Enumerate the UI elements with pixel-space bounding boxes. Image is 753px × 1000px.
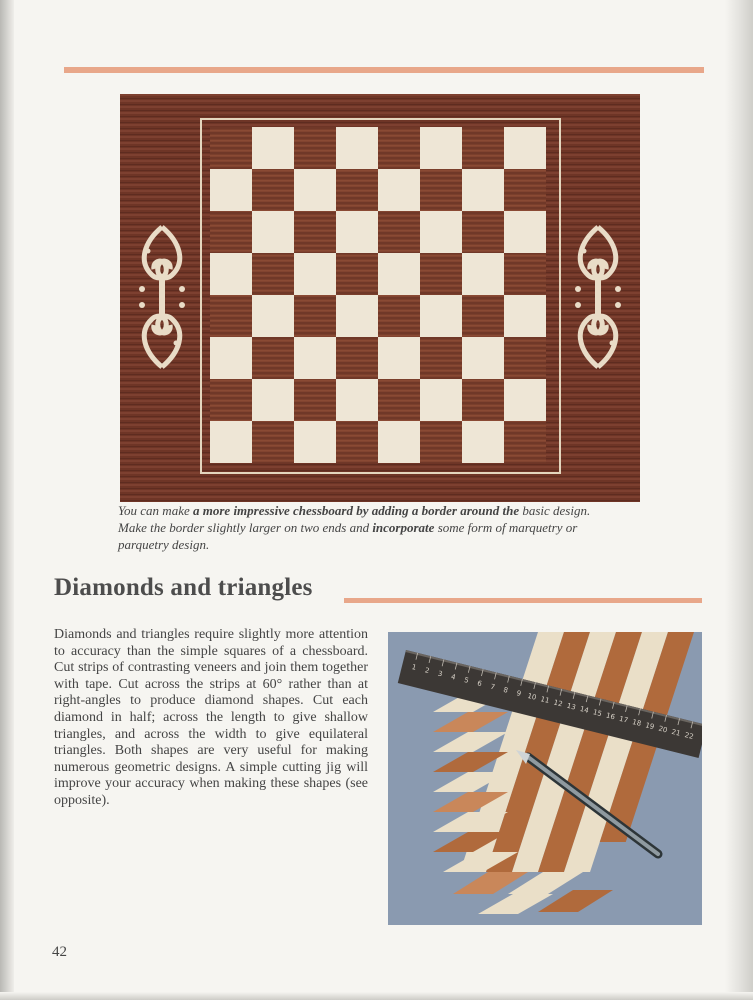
chessboard-square: [420, 337, 462, 379]
ruler-number: 1: [410, 663, 418, 672]
page-bottom-edge: [0, 992, 753, 1000]
ruler-number: 14: [579, 704, 590, 715]
ruler-number: 2: [423, 666, 431, 676]
chessboard-square: [420, 169, 462, 211]
chessboard-square: [294, 421, 336, 463]
chessboard-square: [378, 169, 420, 211]
page-gutter-shadow: [0, 0, 14, 1000]
ruler-number: 6: [476, 679, 483, 689]
caption-part: basic design. Make the border slightly larger on two ends and: [118, 503, 591, 535]
chessboard-square: [462, 211, 504, 253]
chessboard-square: [294, 379, 336, 421]
chessboard-square: [420, 211, 462, 253]
chessboard-square: [336, 421, 378, 463]
chessboard-square: [210, 253, 252, 295]
chessboard-square: [420, 253, 462, 295]
ruler-number: 4: [450, 672, 457, 682]
chessboard-square: [336, 211, 378, 253]
ruler-number: 10: [526, 691, 538, 702]
chessboard-square: [210, 337, 252, 379]
diamonds-photo: [388, 632, 702, 925]
chessboard-square: [462, 421, 504, 463]
chessboard-square: [378, 337, 420, 379]
chessboard-square: [504, 379, 546, 421]
chessboard-square: [504, 169, 546, 211]
chessboard-square: [378, 421, 420, 463]
chessboard-square: [294, 169, 336, 211]
chessboard-square: [378, 379, 420, 421]
chessboard-square: [420, 295, 462, 337]
chessboard-square: [210, 169, 252, 211]
ruler-number: 8: [502, 685, 509, 695]
caption-part-emphasis: a more impressive chessboard by adding a border around the: [193, 503, 520, 518]
ruler-number: 18: [631, 718, 642, 728]
chessboard-square: [252, 127, 294, 169]
chessboard-square: [462, 127, 504, 169]
chessboard-square: [294, 337, 336, 379]
ruler-number: 21: [670, 727, 682, 738]
ruler-number: 22: [683, 731, 695, 742]
heading-rule: [344, 598, 702, 603]
chessboard-square: [252, 295, 294, 337]
chessboard-square: [462, 379, 504, 421]
chessboard-square: [252, 379, 294, 421]
chessboard-square: [210, 127, 252, 169]
top-rule: [64, 67, 704, 73]
chessboard-square: [336, 295, 378, 337]
ruler-number: 5: [463, 676, 470, 685]
section-body-text: Diamonds and triangles require slightly more attention to accuracy than the simple squares of a chessboard. Cut strips of contrasting veneers and join them together with tape. Cut across the strips at 60° rather than at right-angles to produce diamond shapes. Cut each diamond in half; across the length to give shallow triangles, and across the width to give equilateral triangles. Both shapes are very useful for making numerous geometric designs. A simple cutting jig will improve your accuracy when making these shapes (see opposite).: [54, 627, 368, 808]
chessboard-square: [420, 421, 462, 463]
caption-part-emphasis: incorporate: [372, 520, 435, 535]
chessboard-square: [336, 379, 378, 421]
ruler-number: 20: [657, 724, 669, 735]
chessboard-square: [336, 127, 378, 169]
chessboard-square: [252, 169, 294, 211]
section-heading: Diamonds and triangles: [54, 574, 313, 601]
chessboard-square: [252, 337, 294, 379]
chessboard-square: [336, 253, 378, 295]
ruler-number: 17: [618, 714, 629, 725]
chessboard-square: [504, 421, 546, 463]
ruler-number: 15: [592, 708, 603, 719]
chessboard-square: [252, 421, 294, 463]
ruler-number: 13: [565, 701, 577, 712]
page-number: 42: [52, 944, 67, 960]
chessboard-square: [294, 295, 336, 337]
chessboard-square: [462, 169, 504, 211]
chessboard-square: [294, 211, 336, 253]
ruler-number: 12: [552, 698, 564, 709]
chessboard-photo: [120, 94, 640, 502]
chessboard-square: [378, 127, 420, 169]
chessboard-square: [252, 211, 294, 253]
chessboard-square: [210, 421, 252, 463]
chessboard-square: [210, 379, 252, 421]
caption-part: some form of marquetry or parquetry design.: [118, 520, 578, 552]
chessboard-square: [420, 379, 462, 421]
chessboard-square: [252, 253, 294, 295]
chessboard-square: [462, 295, 504, 337]
chessboard-square: [462, 253, 504, 295]
chessboard-square: [504, 211, 546, 253]
chessboard-square: [336, 337, 378, 379]
ruler-number: 9: [515, 689, 522, 699]
chessboard-square: [336, 169, 378, 211]
chessboard-square: [462, 337, 504, 379]
chessboard-square: [378, 211, 420, 253]
ruler-number: 16: [605, 711, 616, 722]
chessboard-squares: [210, 127, 546, 463]
figure-caption: [118, 502, 618, 553]
chessboard-square: [378, 253, 420, 295]
ruler-number: 3: [437, 669, 444, 679]
page-edge: [725, 0, 753, 1000]
ruler-number: 11: [539, 695, 551, 706]
chessboard-square: [210, 295, 252, 337]
caption-part: You can make: [118, 503, 193, 518]
ruler-number: 19: [644, 721, 656, 732]
chessboard-square: [378, 295, 420, 337]
chessboard-square: [210, 211, 252, 253]
chessboard-square: [504, 295, 546, 337]
chessboard-square: [294, 253, 336, 295]
chessboard-square: [504, 253, 546, 295]
ruler-number: 7: [489, 682, 496, 692]
chessboard-square: [504, 337, 546, 379]
chessboard-square: [504, 127, 546, 169]
chessboard-square: [420, 127, 462, 169]
chessboard-square: [294, 127, 336, 169]
